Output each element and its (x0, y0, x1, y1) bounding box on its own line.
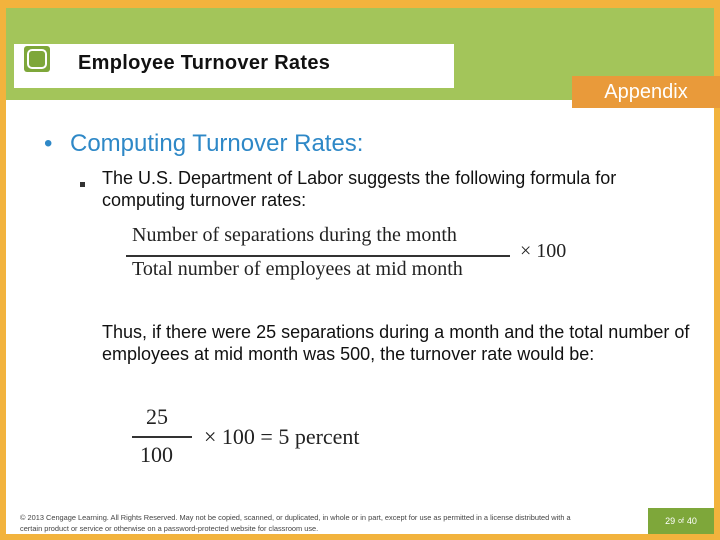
formula-multiplier: × 100 (520, 240, 567, 262)
copyright-footer: © 2013 Cengage Learning. All Rights Reserved. May not be copied, scanned, or duplicated, in whole or in part, except for use as permitted in a license distributed with a certain product or service or otherwise on a password-protected website for classroom use. (20, 513, 571, 533)
formula-numerator: Number of separations during the month (132, 224, 457, 246)
page-current: 29 (665, 516, 676, 526)
appendix-tag: Appendix (572, 76, 720, 108)
example-text: Thus, if there were 25 separations during a month and the total number of employees at mid month was 500, the turnover rate would be: (102, 322, 690, 364)
turnover-formula (122, 224, 592, 286)
formula-denominator: Total number of employees at mid month (132, 258, 463, 280)
example-numerator: 25 (146, 404, 168, 429)
page-of: of (678, 517, 684, 525)
example-denominator: 100 (140, 442, 173, 467)
example-formula (128, 402, 428, 472)
fraction-bar (132, 436, 192, 438)
page-total: 40 (686, 516, 697, 526)
example-result: × 100 = 5 percent (204, 424, 360, 449)
sub-bullet-text: The U.S. Department of Labor suggests the following formula for computing turnover rates: (102, 168, 617, 210)
page-number-badge (648, 508, 714, 534)
main-bullet-text: Computing Turnover Rates: (70, 130, 364, 157)
sub-bullet-square-icon (80, 182, 85, 187)
fraction-bar (126, 255, 510, 257)
slide-title: Employee Turnover Rates (78, 52, 331, 74)
bullet-marker: • (44, 130, 53, 157)
